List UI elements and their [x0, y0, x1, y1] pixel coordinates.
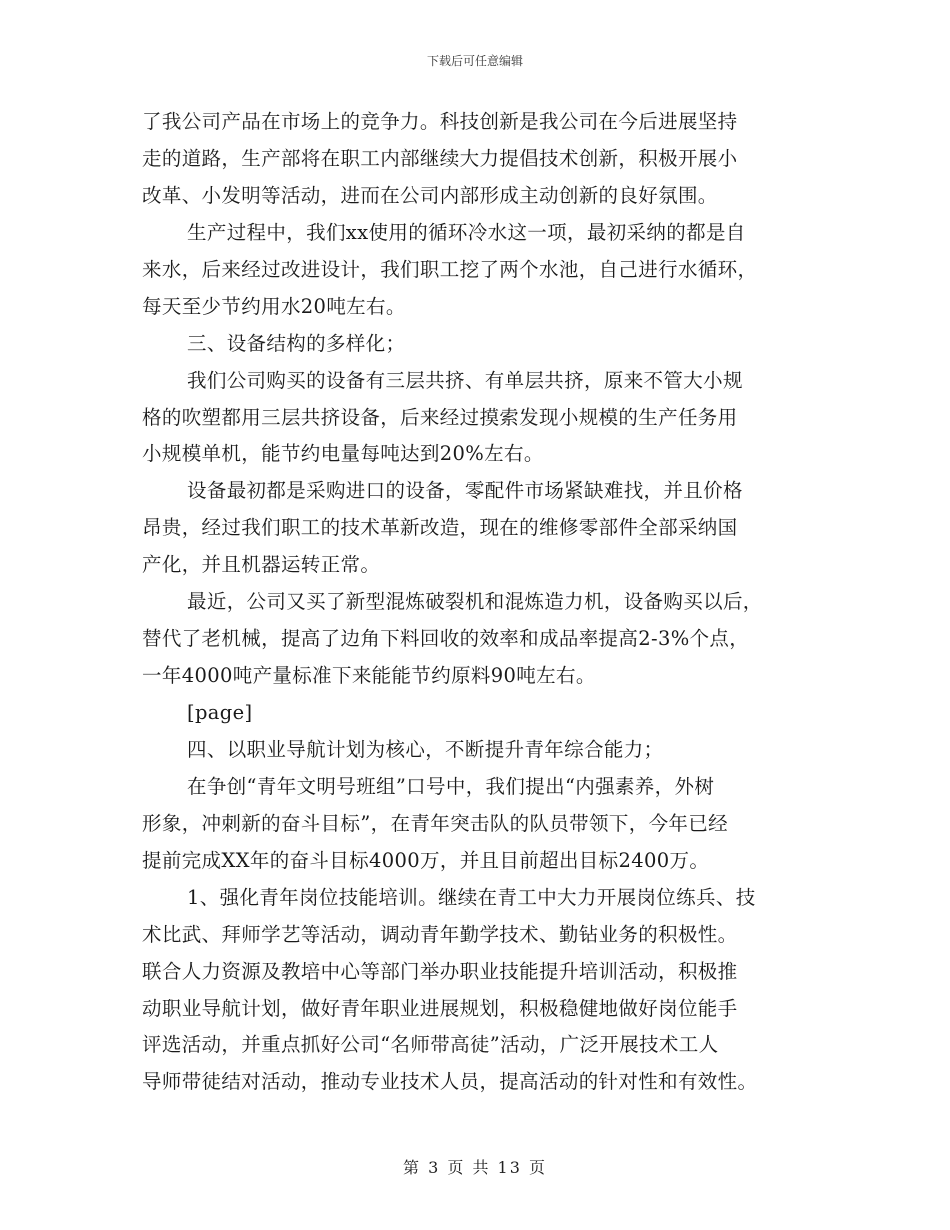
text-line: 替代了老机械，提高了边角下料回收的效率和成品率提高2-3%个点，	[142, 627, 750, 651]
section-heading: 三、设备结构的多样化；	[187, 331, 406, 355]
text-line: 动职业导航计划，做好青年职业进展规划，积极稳健地做好岗位能手	[142, 996, 738, 1020]
text-line: 小规模单机，能节约电量每吨达到20%左右。	[142, 442, 544, 466]
text-line: 格的吹塑都用三层共挤设备，后来经过摸索发现小规模的生产任务用	[142, 405, 738, 429]
text-line: 联合人力资源及教培中心等部门举办职业技能提升培训活动，积极推	[142, 959, 738, 983]
text-line: 我们公司购买的设备有三层共挤、有单层共挤，原来不管大小规	[187, 368, 743, 392]
text-line: 生产过程中，我们xx使用的循环冷水这一项，最初采纳的都是自	[187, 220, 746, 244]
text-line: 术比武、拜师学艺等活动，调动青年勤学技术、勤钻业务的积极性。	[142, 922, 738, 946]
text-line: 在争创“青年文明号班组”口号中，我们提出“内强素养，外树	[187, 774, 715, 798]
text-line: 每天至少节约用水20吨左右。	[142, 294, 406, 318]
page-marker: [page]	[187, 701, 253, 724]
text-line: 形象，冲刺新的奋斗目标”，在青年突击队的队员带领下，今年已经	[142, 811, 728, 835]
text-line: 导师带徒结对活动，推动专业技术人员，提高活动的针对性和有效性。	[142, 1070, 758, 1094]
section-heading: 四、以职业导航计划为核心，不断提升青年综合能力；	[187, 737, 664, 761]
text-line: 改革、小发明等活动，进而在公司内部形成主动创新的良好氛围。	[142, 183, 718, 207]
text-line: 最近，公司又买了新型混炼破裂机和混炼造力机，设备购买以后，	[187, 590, 763, 614]
text-line: 1、强化青年岗位技能培训。继续在青工中大力开展岗位练兵、技	[187, 885, 756, 909]
page-header: 下载后可任意编辑	[426, 54, 523, 68]
text-line: 昂贵，经过我们职工的技术革新改造，现在的维修零部件全部采纳国	[142, 516, 738, 540]
text-line: 走的道路，生产部将在职工内部继续大力提倡技术创新，积极开展小	[142, 146, 738, 170]
document-body	[142, 104, 812, 1101]
text-line: 产化，并且机器运转正常。	[142, 553, 381, 577]
text-line: 来水，后来经过改进设计，我们职工挖了两个水池，自己进行水循环，	[142, 257, 758, 281]
text-line: 了我公司产品在市场上的竞争力。科技创新是我公司在今后进展坚持	[142, 110, 738, 133]
text-line: 评选活动，并重点抓好公司“名师带高徒”活动，广泛开展技术工人	[142, 1033, 719, 1057]
text-line: 设备最初都是采购进口的设备，零配件市场紧缺难找，并且价格	[187, 479, 743, 503]
page-footer: 第 3 页 共 13 页	[403, 1158, 547, 1177]
text-line: 一年4000吨产量标准下来能能节约原料90吨左右。	[142, 664, 596, 688]
text-line: 提前完成XX年的奋斗目标4000万，并且目前超出目标2400万。	[142, 848, 710, 872]
